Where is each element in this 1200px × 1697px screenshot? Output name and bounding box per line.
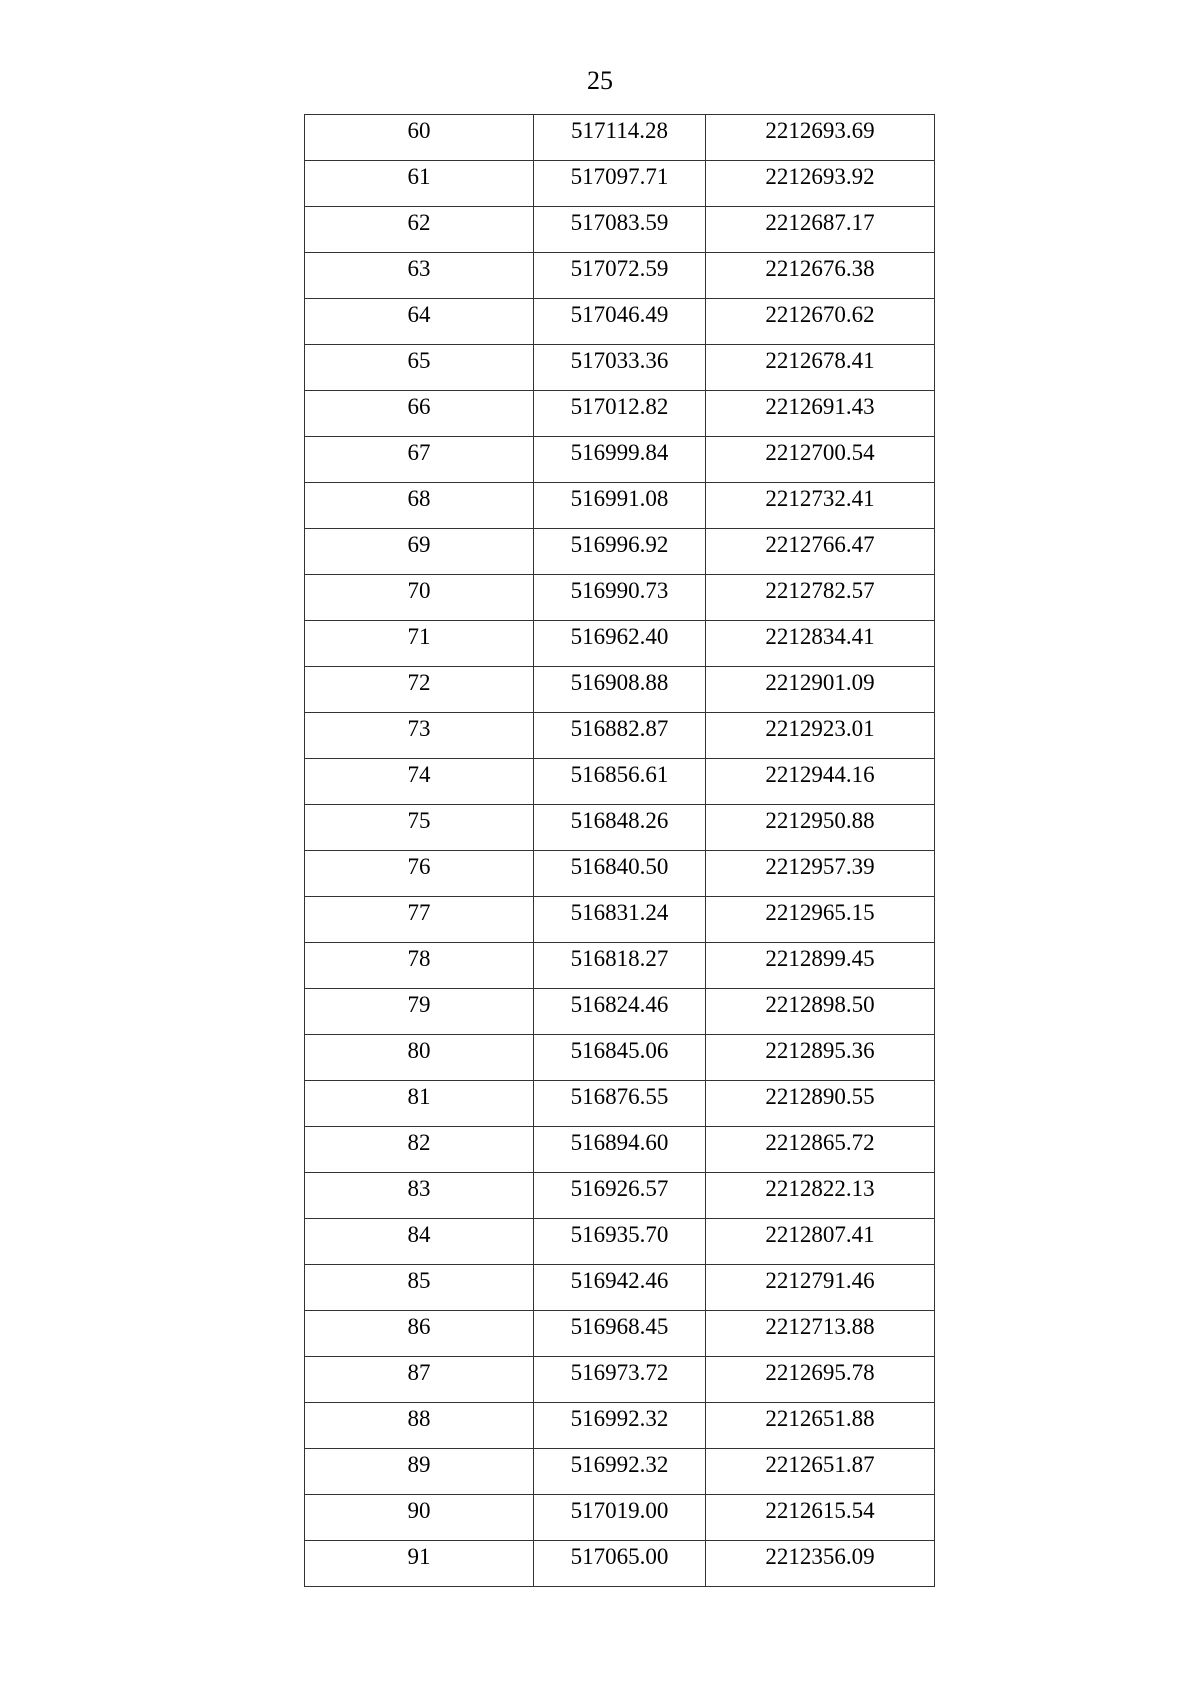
table-row (305, 1265, 935, 1311)
table-row (305, 1035, 935, 1081)
x-coordinate-cell: 517033.36 (534, 345, 706, 391)
table-row (305, 851, 935, 897)
x-coordinate-cell: 516991.08 (534, 483, 706, 529)
table-row (305, 575, 935, 621)
table-row (305, 1541, 935, 1587)
x-coordinate-cell: 517019.00 (534, 1495, 706, 1541)
point-number-cell: 90 (305, 1495, 534, 1541)
coordinate-table-body (305, 115, 935, 1587)
table-row (305, 1127, 935, 1173)
y-coordinate-cell: 2212713.88 (706, 1311, 935, 1357)
x-coordinate-cell: 517065.00 (534, 1541, 706, 1587)
x-coordinate-cell: 516935.70 (534, 1219, 706, 1265)
y-coordinate-cell: 2212691.43 (706, 391, 935, 437)
table-row (305, 299, 935, 345)
y-coordinate-cell: 2212651.88 (706, 1403, 935, 1449)
y-coordinate-cell: 2212651.87 (706, 1449, 935, 1495)
coordinate-table (304, 114, 935, 1587)
x-coordinate-cell: 516882.87 (534, 713, 706, 759)
table-row (305, 529, 935, 575)
x-coordinate-cell: 516831.24 (534, 897, 706, 943)
x-coordinate-cell: 516968.45 (534, 1311, 706, 1357)
y-coordinate-cell: 2212957.39 (706, 851, 935, 897)
point-number-cell: 79 (305, 989, 534, 1035)
point-number-cell: 81 (305, 1081, 534, 1127)
point-number-cell: 67 (305, 437, 534, 483)
point-number-cell: 80 (305, 1035, 534, 1081)
table-row (305, 943, 935, 989)
point-number-cell: 63 (305, 253, 534, 299)
x-coordinate-cell: 516999.84 (534, 437, 706, 483)
y-coordinate-cell: 2212923.01 (706, 713, 935, 759)
x-coordinate-cell: 516824.46 (534, 989, 706, 1035)
point-number-cell: 84 (305, 1219, 534, 1265)
table-row (305, 989, 935, 1035)
y-coordinate-cell: 2212807.41 (706, 1219, 935, 1265)
point-number-cell: 62 (305, 207, 534, 253)
y-coordinate-cell: 2212678.41 (706, 345, 935, 391)
y-coordinate-cell: 2212890.55 (706, 1081, 935, 1127)
y-coordinate-cell: 2212670.62 (706, 299, 935, 345)
point-number-cell: 71 (305, 621, 534, 667)
point-number-cell: 60 (305, 115, 534, 161)
table-row (305, 437, 935, 483)
x-coordinate-cell: 516840.50 (534, 851, 706, 897)
table-row (305, 1219, 935, 1265)
table-row (305, 253, 935, 299)
y-coordinate-cell: 2212693.92 (706, 161, 935, 207)
point-number-cell: 89 (305, 1449, 534, 1495)
table-row (305, 207, 935, 253)
point-number-cell: 64 (305, 299, 534, 345)
point-number-cell: 77 (305, 897, 534, 943)
point-number-cell: 61 (305, 161, 534, 207)
table-row (305, 621, 935, 667)
x-coordinate-cell: 516856.61 (534, 759, 706, 805)
y-coordinate-cell: 2212899.45 (706, 943, 935, 989)
point-number-cell: 69 (305, 529, 534, 575)
table-row (305, 115, 935, 161)
point-number-cell: 73 (305, 713, 534, 759)
table-row (305, 1449, 935, 1495)
point-number-cell: 82 (305, 1127, 534, 1173)
x-coordinate-cell: 517046.49 (534, 299, 706, 345)
table-row (305, 1403, 935, 1449)
x-coordinate-cell: 516992.32 (534, 1403, 706, 1449)
point-number-cell: 78 (305, 943, 534, 989)
x-coordinate-cell: 516962.40 (534, 621, 706, 667)
y-coordinate-cell: 2212901.09 (706, 667, 935, 713)
y-coordinate-cell: 2212695.78 (706, 1357, 935, 1403)
point-number-cell: 70 (305, 575, 534, 621)
x-coordinate-cell: 517012.82 (534, 391, 706, 437)
table-row (305, 161, 935, 207)
x-coordinate-cell: 516942.46 (534, 1265, 706, 1311)
table-row (305, 1357, 935, 1403)
table-row (305, 391, 935, 437)
point-number-cell: 83 (305, 1173, 534, 1219)
x-coordinate-cell: 516992.32 (534, 1449, 706, 1495)
x-coordinate-cell: 516876.55 (534, 1081, 706, 1127)
x-coordinate-cell: 517114.28 (534, 115, 706, 161)
y-coordinate-cell: 2212693.69 (706, 115, 935, 161)
x-coordinate-cell: 517097.71 (534, 161, 706, 207)
table-row (305, 897, 935, 943)
y-coordinate-cell: 2212944.16 (706, 759, 935, 805)
y-coordinate-cell: 2212898.50 (706, 989, 935, 1035)
table-row (305, 1311, 935, 1357)
y-coordinate-cell: 2212700.54 (706, 437, 935, 483)
point-number-cell: 74 (305, 759, 534, 805)
y-coordinate-cell: 2212356.09 (706, 1541, 935, 1587)
point-number-cell: 85 (305, 1265, 534, 1311)
point-number-cell: 76 (305, 851, 534, 897)
x-coordinate-cell: 516990.73 (534, 575, 706, 621)
point-number-cell: 66 (305, 391, 534, 437)
y-coordinate-cell: 2212895.36 (706, 1035, 935, 1081)
y-coordinate-cell: 2212676.38 (706, 253, 935, 299)
point-number-cell: 75 (305, 805, 534, 851)
table-row (305, 759, 935, 805)
y-coordinate-cell: 2212782.57 (706, 575, 935, 621)
table-row (305, 713, 935, 759)
x-coordinate-cell: 517072.59 (534, 253, 706, 299)
x-coordinate-cell: 516848.26 (534, 805, 706, 851)
x-coordinate-cell: 516908.88 (534, 667, 706, 713)
y-coordinate-cell: 2212766.47 (706, 529, 935, 575)
x-coordinate-cell: 516996.92 (534, 529, 706, 575)
table-row (305, 345, 935, 391)
table-row (305, 805, 935, 851)
y-coordinate-cell: 2212822.13 (706, 1173, 935, 1219)
table-row (305, 1081, 935, 1127)
x-coordinate-cell: 516926.57 (534, 1173, 706, 1219)
table-row (305, 667, 935, 713)
point-number-cell: 68 (305, 483, 534, 529)
point-number-cell: 86 (305, 1311, 534, 1357)
point-number-cell: 65 (305, 345, 534, 391)
point-number-cell: 88 (305, 1403, 534, 1449)
y-coordinate-cell: 2212687.17 (706, 207, 935, 253)
page-number: 25 (587, 66, 613, 95)
y-coordinate-cell: 2212834.41 (706, 621, 935, 667)
y-coordinate-cell: 2212791.46 (706, 1265, 935, 1311)
x-coordinate-cell: 516845.06 (534, 1035, 706, 1081)
table-row (305, 1173, 935, 1219)
point-number-cell: 87 (305, 1357, 534, 1403)
x-coordinate-cell: 517083.59 (534, 207, 706, 253)
y-coordinate-cell: 2212965.15 (706, 897, 935, 943)
x-coordinate-cell: 516818.27 (534, 943, 706, 989)
point-number-cell: 91 (305, 1541, 534, 1587)
x-coordinate-cell: 516973.72 (534, 1357, 706, 1403)
x-coordinate-cell: 516894.60 (534, 1127, 706, 1173)
point-number-cell: 72 (305, 667, 534, 713)
table-row (305, 483, 935, 529)
y-coordinate-cell: 2212865.72 (706, 1127, 935, 1173)
table-row (305, 1495, 935, 1541)
y-coordinate-cell: 2212732.41 (706, 483, 935, 529)
y-coordinate-cell: 2212615.54 (706, 1495, 935, 1541)
y-coordinate-cell: 2212950.88 (706, 805, 935, 851)
